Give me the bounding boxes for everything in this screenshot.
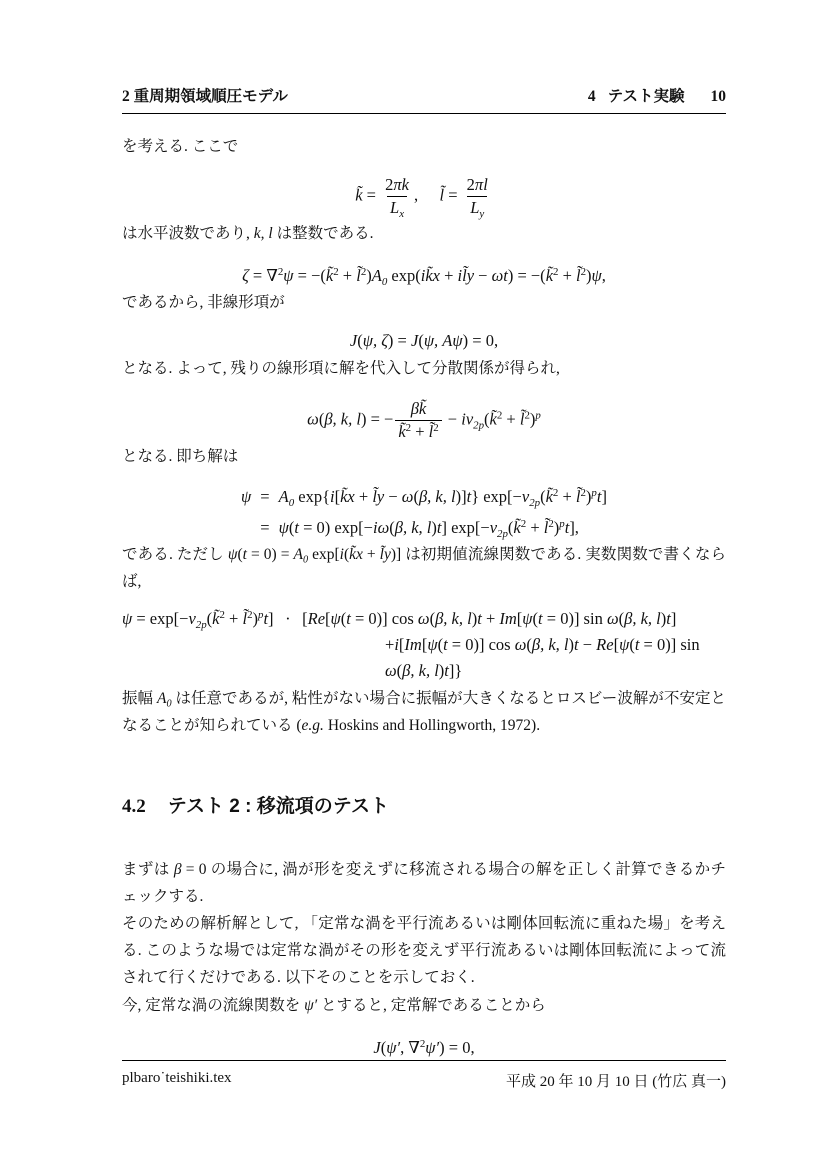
equation-steady-jacobian: J(ψ′, ∇$^2$ψ′) = 0, bbox=[373, 1037, 475, 1057]
header-left-title-text: 重周期領域順圧モデル bbox=[133, 88, 288, 105]
eq5-row1-lhs: ψ bbox=[241, 487, 252, 507]
page-header bbox=[122, 84, 726, 114]
page-number: 10 bbox=[710, 88, 726, 105]
paragraph-nonlinear-intro: であるから, 非線形項が bbox=[122, 294, 285, 312]
eq5-row2-rhs: ψ(t = 0) exp[−iω(β, k, l)t] $\exp[-\nu_{2p}(k̃^2$ + l̃$^2$)$^p$t], bbox=[278, 517, 579, 540]
header-right bbox=[588, 84, 726, 106]
section-number: 4.2 bbox=[122, 795, 146, 817]
equation-real-form bbox=[122, 606, 726, 685]
section-heading bbox=[122, 791, 726, 818]
paragraph-wavenumber-note: は水平波数であり, k, l は整数である. bbox=[122, 224, 374, 242]
paragraph-amplitude-note: 振幅 $A_0$ は任意であるが, 粘性がない場合に振幅が大きくなるとロスビー波解が不安定となることが知られている (e.g. Hoskins and Hollingworth, 1972). bbox=[122, 689, 726, 734]
paragraph-intro: を考える. ここで bbox=[122, 138, 239, 155]
equation-dispersion-relation: ω(β, k, l) = − $\frac{\beta k̃}{k̃^2 + l̃^2}$ − $i\nu_{2p}(k̃^2$ + l̃$^2$)$^p$ bbox=[122, 398, 726, 444]
eq6-line1: $\psi = \exp[-\nu_{2p}(k̃^2$ + l̃$^2$)$^p$t] · [Re[ψ(t = 0)] cos ω(β, k, l)t + Im[ψ(t = 0)] sin ω(β, k, l)t] bbox=[122, 608, 677, 631]
header-section-number: 4 bbox=[587, 88, 596, 105]
paragraph-dispersion-intro: となる. よって, 残りの線形項に解を代入して分散関係が得られ, bbox=[122, 359, 560, 377]
page-body bbox=[122, 133, 726, 1061]
section-title: テスト 2 : 移流項のテスト bbox=[167, 795, 389, 817]
paragraph-analytic-solution: そのための解析解として, 「定常な渦を平行流あるいは剛体回転流に重ねた場」を考える. このような場では定常な渦がその形を変えず平行流あるいは剛体回転流によって流されて行くだけである. 以下そのことを示しておく. bbox=[122, 915, 726, 987]
footer-date-author: 平成 20 年 10 月 10 日 (竹広 真一) bbox=[506, 1074, 726, 1090]
footer-filename: plbaro˙teishiki.tex bbox=[122, 1070, 232, 1086]
header-left-title bbox=[122, 84, 288, 106]
equation-wavenumber-definition: k̃ = $\frac{2\pi k}{L_x}$ , l̃ = $\frac{2\pi l}{L_y}$ bbox=[355, 175, 488, 221]
equation-vorticity: ζ = ∇$^2$ψ = −(k̃$^2$ + $l̃^2)A_0$ exp(ik̃x + il̃y − ωt) = −(k̃$^2$ + l̃$^2$)ψ, bbox=[242, 265, 606, 288]
paragraph-steady-vortex: 今, 定常な渦の流線関数を ψ′ とすると, 定常解であることから bbox=[122, 996, 546, 1014]
paragraph-initial-condition: である. ただし $\psi(t = 0) = A_0$ exp[i(k̃x + l̃y)] は初期値流線関数である. 実数関数で書くならば, bbox=[122, 546, 726, 591]
header-section-title: テスト実験 bbox=[607, 88, 685, 105]
equation-solution-grid bbox=[241, 484, 607, 541]
equation-jacobian-zero: J(ψ, ζ) = J(ψ, Aψ) = 0, bbox=[349, 331, 499, 351]
paragraph-solution-intro: となる. 即ち解は bbox=[122, 448, 239, 466]
eq5-row1-rel: = bbox=[260, 487, 270, 507]
eq5-row1-rhs: $A_0$ exp{i[k̃x + l̃y − ω(β, k, l)]t} $\exp[-\nu_{2p}(k̃^2$ + l̃$^2$)$^p$t] bbox=[278, 487, 607, 510]
eq6-line2: +i[Im[ψ(t = 0)] cos ω(β, k, l)t − Re[ψ(t = 0)] sin ω(β, k, l)t]} bbox=[385, 634, 700, 681]
page-footer bbox=[122, 1060, 726, 1091]
equation-solution bbox=[122, 484, 726, 541]
eq5-row2-rel: = bbox=[260, 517, 270, 537]
header-left-number: 2 bbox=[122, 88, 130, 105]
paragraph-test2-intro: まずは β = 0 の場合に, 渦が形を変えずに移流される場合の解を正しく計算できるかチェックする. bbox=[122, 860, 726, 906]
